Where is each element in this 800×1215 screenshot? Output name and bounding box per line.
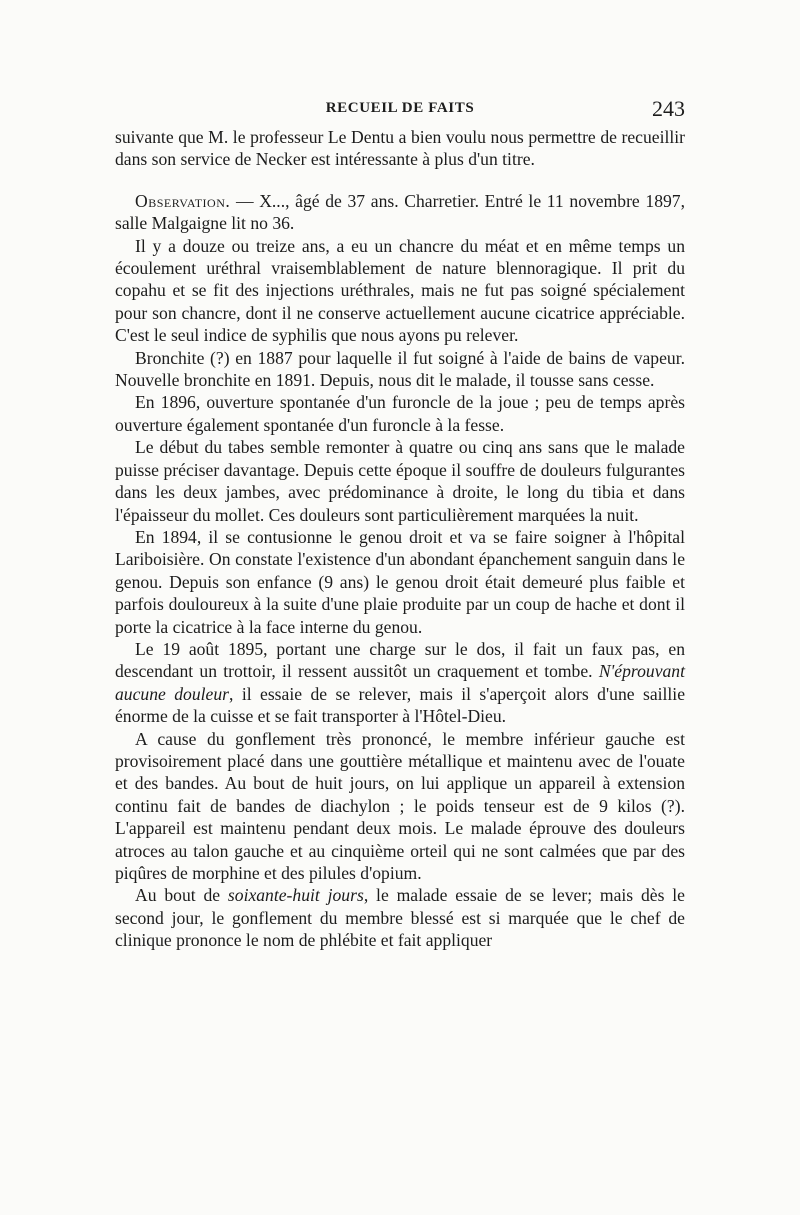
page-number: 243 bbox=[652, 96, 685, 121]
paragraph-bronchite: Bronchite (?) en 1887 pour laquelle il fut soigné à l'aide de bains de vapeur. Nouvelle bronchite en 1891. Depuis, nous dit le malade, il tousse sans cesse. bbox=[115, 347, 685, 391]
paragraph-chute bbox=[115, 638, 685, 728]
paragraph-tabes: Le début du tabes semble remonter à quatre ou cinq ans sans que le malade puisse préciser davantage. Depuis cette époque il souffre de douleurs fulgurantes dans les deux jambes, avec prédominance à droite, le long du tibia et dans l'épaisseur du mollet. Ces douleurs sont particulièrement marquées la nuit. bbox=[115, 437, 685, 525]
paragraph-lever-end: , le malade essaie de se lever; mais dès le second jour, le gonflement du membre blessé est si marquée que le chef de clinique prononce le nom de phlébite et fait appliquer bbox=[115, 885, 685, 951]
paragraph-genou: En 1894, il se contusionne le genou droit et va se faire soigner à l'hôpital Lariboisière. On constate l'existence d'un abondant épanchement sanguin dans le genou. Depuis son enfance (9 ans) le genou droit était demeuré plus faible et parfois douloureux à la suite d'une plaie produite par un coup de hache et dont il porte la cicatrice à la face interne du genou. bbox=[115, 526, 685, 637]
intro-paragraph: suivante que M. le professeur Le Dentu a bien voulu nous permettre de recueillir dans son service de Necker est intéressante à plus d'un titre. bbox=[115, 127, 685, 170]
paragraph-chancre: Il y a douze ou treize ans, a eu un chancre du méat et en même temps un écoulement uréthral vraisemblablement de nature blennoragique. Il prit du copahu et se fit des injections uréthrales, mais ne fut pas soigné spécialement pour son chancre, dont il ne conserve actuellement aucune cicatrice appréciable. C'est le seul indice de syphilis que nous ayons pu relever. bbox=[115, 235, 685, 346]
paragraph-chute-start: Le 19 août 1895, portant une charge sur le dos, il fait un faux pas, en descendant un trottoir, il ressent aussitôt un craquement et tombe. bbox=[115, 638, 685, 682]
paragraph-lever bbox=[115, 884, 685, 951]
paragraph-chute-end: , il essaie de se relever, mais il s'aperçoit alors d'une saillie énorme de la cuisse et se fait transporter à l'Hôtel-Dieu. bbox=[115, 683, 685, 727]
observation-label: Observation. bbox=[135, 190, 231, 211]
paragraph-chute-italic: N'éprouvant aucune douleur bbox=[115, 661, 685, 704]
text-body bbox=[115, 126, 685, 952]
paragraph-lever-start: Au bout de bbox=[135, 885, 228, 906]
paragraph-lever-italic: soixante-huit jours bbox=[227, 885, 364, 906]
running-head bbox=[115, 96, 685, 122]
paragraph-gonflement: A cause du gonflement très prononcé, le membre inférieur gauche est provisoirement placé dans une gouttière métallique et maintenu avec de l'ouate et des bandes. Au bout de huit jours, on lui applique un appareil à extension continu fait de bandes de diachylon ; le poids tenseur est de 9 kilos (?). L'appareil est maintenu pendant deux mois. Le malade éprouve des douleurs atroces au talon gauche et au cinquième orteil qui ne sont calmées que par des piqûres de morphine et des pilules d'opium. bbox=[115, 728, 685, 883]
running-title: RECUEIL DE FAITS bbox=[325, 100, 475, 116]
paragraph-furoncle: En 1896, ouverture spontanée d'un furoncle de la joue ; peu de temps après ouverture également spontanée d'un furoncle à la fesse. bbox=[115, 392, 685, 435]
observation-text: — X..., âgé de 37 ans. Charretier. Entré le 11 novembre 1897, salle Malgaigne lit no 36. bbox=[115, 190, 685, 234]
observation-paragraph bbox=[115, 190, 685, 235]
